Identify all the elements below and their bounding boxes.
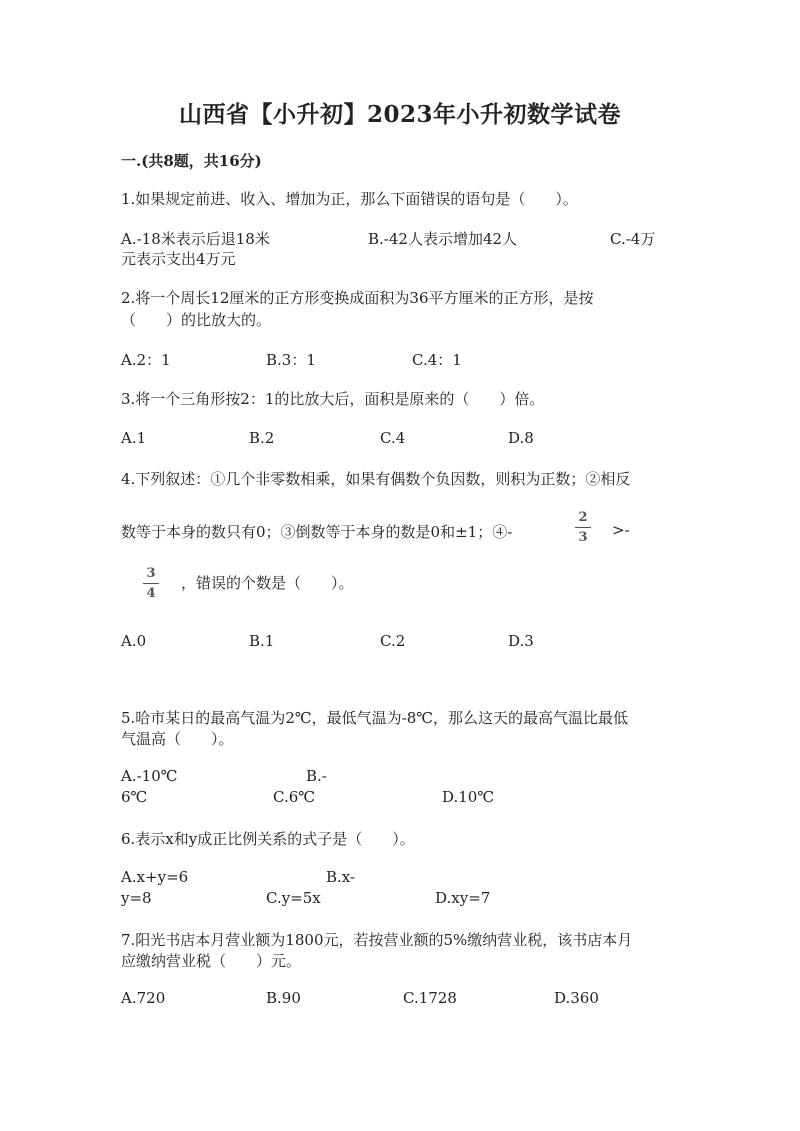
question-4-option-b: B.1 — [249, 632, 275, 650]
question-6-option-c: C.y=5x — [266, 889, 321, 907]
question-1-option-a: A.-18米表示后退18米 — [121, 230, 270, 248]
question-1-option-c: C.-4万 — [610, 230, 656, 248]
question-2-stem-line-1: 2.将一个周长12厘米的正方形变换成面积为36平方厘米的正方形，是按 — [121, 289, 594, 307]
question-6-stem: 6.表示x和y成正比例关系的式子是（ ）。 — [121, 830, 415, 848]
question-2-option-c: C.4：1 — [412, 351, 462, 369]
page-title: 山西省【小升初】2023年小升初数学试卷 — [178, 101, 621, 128]
section-heading: 一.(共8题，共16分) — [121, 152, 262, 170]
question-7-stem-line-1: 7.阳光书店本月营业额为1800元，若按营业额的5%缴纳营业税，该书店本月 — [121, 931, 633, 949]
question-4-stem-line-1: 4.下列叙述：①几个非零数相乘，如果有偶数个负因数，则积为正数；②相反 — [121, 470, 631, 488]
fraction-denominator: 4 — [146, 586, 156, 601]
question-1-option-b: B.-42人表示增加42人 — [368, 230, 518, 248]
question-2-stem-line-2: （ ）的比放大的。 — [121, 311, 272, 329]
fraction-denominator: 3 — [578, 530, 588, 545]
question-4-greater-than: >- — [612, 521, 630, 539]
question-1-stem: 1.如果规定前进、收入、增加为正，那么下面错误的语句是（ ）。 — [121, 190, 578, 208]
question-6-option-d: D.xy=7 — [435, 889, 491, 907]
question-6-option-a: A.x+y=6 — [121, 868, 189, 886]
question-5-stem-line-1: 5.哈市某日的最高气温为2℃，最低气温为-8℃，那么这天的最高气温比最低 — [121, 709, 629, 727]
question-7-option-b: B.90 — [266, 989, 301, 1007]
question-5-option-a: A.-10℃ — [121, 767, 178, 785]
question-4-option-d: D.3 — [508, 632, 534, 650]
fraction-numerator: 2 — [575, 511, 591, 528]
question-4-option-a: A.0 — [121, 632, 147, 650]
question-6-option-b: B.x- — [326, 868, 356, 886]
question-4-stem-line-3: ，错误的个数是（ ）。 — [181, 574, 354, 592]
question-2-option-b: B.3：1 — [266, 351, 316, 369]
question-4-fraction-two-thirds — [575, 511, 591, 544]
question-4-stem-line-2: 数等于本身的数只有0；③倒数等于本身的数是0和±1；④- — [121, 523, 513, 541]
question-4-fraction-three-quarters — [143, 567, 159, 600]
question-5-stem-line-2: 气温高（ ）。 — [121, 730, 234, 748]
question-3-option-c: C.4 — [380, 429, 406, 447]
question-5-option-d: D.10℃ — [442, 788, 495, 806]
question-4-option-c: C.2 — [380, 632, 406, 650]
question-3-option-b: B.2 — [249, 429, 275, 447]
question-3-stem: 3.将一个三角形按2：1的比放大后，面积是原来的（ ）倍。 — [121, 390, 545, 408]
fraction-numerator: 3 — [143, 567, 159, 584]
question-7-option-d: D.360 — [554, 989, 599, 1007]
question-7-option-a: A.720 — [121, 989, 166, 1007]
question-5-option-b: B.- — [306, 767, 327, 785]
question-3-option-a: A.1 — [121, 429, 147, 447]
question-2-option-a: A.2：1 — [121, 351, 171, 369]
question-5-option-c: C.6℃ — [273, 788, 316, 806]
question-7-stem-line-2: 应缴纳营业税（ ）元。 — [121, 952, 302, 970]
question-5-option-b-continued: 6℃ — [121, 788, 148, 806]
question-1-option-c-continued: 元表示支出4万元 — [121, 250, 236, 268]
question-6-option-b-continued: y=8 — [121, 889, 152, 907]
question-7-option-c: C.1728 — [403, 989, 457, 1007]
question-3-option-d: D.8 — [508, 429, 534, 447]
